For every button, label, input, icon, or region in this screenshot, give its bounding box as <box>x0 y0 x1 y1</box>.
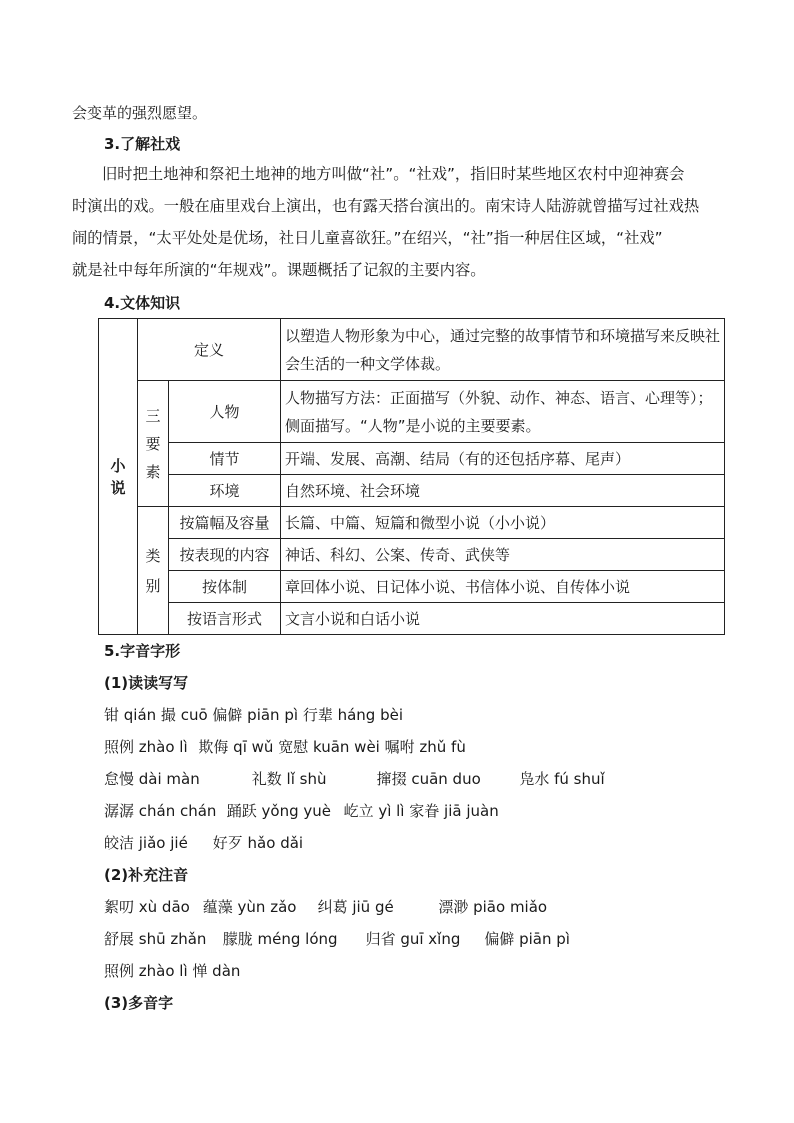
vocab-item: 家眷 jiā juàn <box>409 802 499 820</box>
category-text-language: 文言小说和白话小说 <box>281 603 725 635</box>
section3-line-2: 时演出的戏。一般在庙里戏台上演出，也有露天搭台演出的。南宋诗人陆游就曾描写过社戏热 <box>72 197 700 215</box>
element-row-character <box>99 381 725 443</box>
vocab-item: 朦胧 méng lóng <box>222 930 338 948</box>
vocab-item: 偏僻 piān pì <box>212 706 299 724</box>
vocab-item: 行辈 háng bèi <box>302 706 403 724</box>
category-row-format <box>99 571 725 603</box>
section3-line-1: 旧时把土地神和祭祀土地神的地方叫做“社”。“社戏”，指旧时某些地区农村中迎神赛会 <box>102 165 685 183</box>
section3-line-4: 就是社中每年所演的“年规戏”。课题概括了记叙的主要内容。 <box>72 261 486 279</box>
genre-label: 小说 <box>110 456 126 497</box>
category-text-length: 长篇、中篇、短篇和微型小说（小小说） <box>281 507 725 539</box>
definition-text: 以塑造人物形象为中心，通过完整的故事情节和环境描写来反映社会生活的一种文学体裁。 <box>281 319 725 381</box>
vocab-item: 潺潺 chán chán <box>104 802 217 820</box>
vocab-item: 钳 qián 撮 cuō <box>104 706 208 724</box>
vocab-row-5 <box>104 833 303 853</box>
vocab-item: 惮 dàn <box>192 962 241 980</box>
sub1-heading: (1)读读写写 <box>104 674 189 692</box>
vocab-item: 舒展 shū zhǎn <box>104 930 207 948</box>
category-label-language: 按语言形式 <box>169 603 281 635</box>
element-label-plot: 情节 <box>169 443 281 475</box>
vocab-item: 偏僻 piān pì <box>484 930 570 948</box>
vocab-item: 照例 zhào lì <box>104 738 188 756</box>
genre-table <box>98 318 725 635</box>
sub3-heading: (3)多音字 <box>104 994 174 1012</box>
element-row-plot <box>99 443 725 475</box>
vocab-row-2 <box>104 737 466 757</box>
element-text-character: 人物描写方法：正面描写（外貌、动作、神态、语言、心理等）；侧面描写。“人物”是小说的主要要素。 <box>281 381 725 443</box>
vocab-item: 纠葛 jiū gé <box>317 898 394 916</box>
category-row-content <box>99 539 725 571</box>
supplement-row-3 <box>104 961 240 981</box>
section4-heading: 4.文体知识 <box>104 294 181 312</box>
vocab-item: 归省 guī xǐng <box>365 930 461 948</box>
supplement-row-1 <box>104 897 547 917</box>
section3-heading: 3.了解社戏 <box>104 135 181 153</box>
categories-label-cell <box>138 507 169 635</box>
vocab-item: 絮叨 xù dāo <box>104 898 190 916</box>
vocab-item: 照例 zhào lì <box>104 962 188 980</box>
intro-tail-text: 会变革的强烈愿望。 <box>72 104 208 122</box>
vocab-item: 嘱咐 zhǔ fù <box>384 738 466 756</box>
vocab-item: 踊跃 yǒng yuè <box>226 802 332 820</box>
section3-paragraph <box>72 158 724 286</box>
vocab-item: 皎洁 jiǎo jié <box>104 834 188 852</box>
vocab-item: 好歹 hǎo dǎi <box>212 834 304 852</box>
vocab-row-3 <box>104 769 605 789</box>
vocab-item: 礼数 lǐ shù <box>251 770 327 788</box>
element-text-setting: 自然环境、社会环境 <box>281 475 725 507</box>
category-label-content: 按表现的内容 <box>169 539 281 571</box>
element-label-character: 人物 <box>169 381 281 443</box>
category-text-content: 神话、科幻、公案、传奇、武侠等 <box>281 539 725 571</box>
element-row-setting <box>99 475 725 507</box>
supplement-row-2 <box>104 929 570 949</box>
vocab-row-4 <box>104 801 499 821</box>
genre-cell <box>99 319 138 635</box>
vocab-item: 撺掇 cuān duo <box>376 770 481 788</box>
vocab-item: 凫水 fú shuǐ <box>519 770 605 788</box>
category-label-length: 按篇幅及容量 <box>169 507 281 539</box>
section5-heading: 5.字音字形 <box>104 642 181 660</box>
vocab-item: 漂渺 piāo miǎo <box>438 898 548 916</box>
elements-label: 三要素 <box>145 406 161 481</box>
categories-label: 类别 <box>145 546 161 595</box>
definition-label: 定义 <box>138 319 281 381</box>
category-text-format: 章回体小说、日记体小说、书信体小说、自传体小说 <box>281 571 725 603</box>
vocab-item: 蕴藻 yùn zǎo <box>202 898 297 916</box>
definition-row <box>99 319 725 381</box>
elements-label-cell <box>138 381 169 507</box>
sub2-heading: (2)补充注音 <box>104 866 189 884</box>
vocab-item: 欺侮 qī wǔ <box>198 738 274 756</box>
vocab-item: 屹立 yì lì <box>343 802 405 820</box>
category-row-length <box>99 507 725 539</box>
vocab-item: 宽慰 kuān wèi <box>278 738 380 756</box>
category-row-language <box>99 603 725 635</box>
vocab-row-1 <box>104 705 403 725</box>
category-label-format: 按体制 <box>169 571 281 603</box>
section3-line-3: 闹的情景，“太平处处是优场，社日儿童喜欲狂。”在绍兴，“社”指一种居住区域，“社戏” <box>72 229 663 247</box>
element-label-setting: 环境 <box>169 475 281 507</box>
vocab-item: 怠慢 dài màn <box>104 770 200 788</box>
element-text-plot: 开端、发展、高潮、结局（有的还包括序幕、尾声） <box>281 443 725 475</box>
